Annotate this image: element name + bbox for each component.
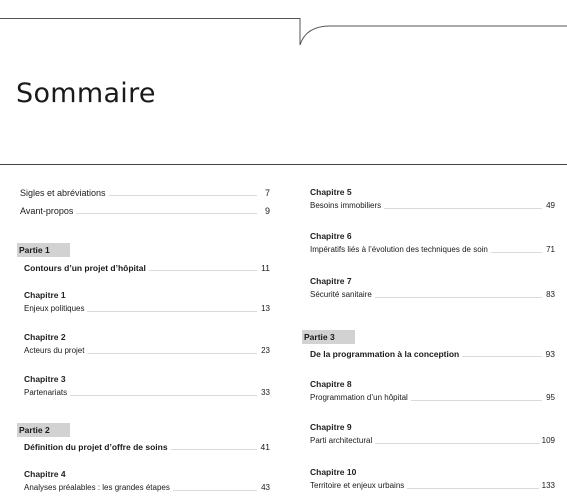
leader-dots [384, 208, 542, 209]
partie-label: Partie 3 [302, 330, 355, 344]
chapter-heading: Chapitre 1 [24, 290, 66, 300]
title-divider [0, 164, 567, 165]
toc-chapter-7[interactable] [310, 276, 555, 300]
leader-dots [462, 356, 542, 357]
toc-entry-label: Impératifs liés à l’évolution des techniques de soin [310, 245, 488, 254]
leader-dots [407, 488, 538, 489]
toc-entry-label: Sigles et abréviations [20, 188, 106, 198]
toc-entry-label: Acteurs du projet [24, 346, 85, 355]
toc-chapter-10[interactable] [310, 467, 555, 491]
toc-entry-partie-1[interactable] [24, 263, 270, 273]
toc-page-number: 83 [546, 290, 555, 299]
toc-page-number: 71 [546, 245, 555, 254]
toc-entry-label: Territoire et enjeux urbains [310, 481, 405, 490]
toc-page-number: 49 [546, 201, 555, 210]
chapter-heading: Chapitre 4 [24, 469, 66, 479]
part-title: Définition du projet d’offre de soins [24, 442, 168, 452]
leader-dots [70, 395, 257, 396]
part-title: De la programmation à la conception [310, 349, 460, 359]
toc-page-number: 33 [261, 388, 270, 397]
leader-dots [109, 195, 257, 196]
chapter-heading: Chapitre 9 [310, 422, 352, 432]
toc-entry-label: Enjeux politiques [24, 304, 85, 313]
toc-entry-partie-3[interactable] [310, 349, 555, 359]
toc-chapter-2[interactable] [24, 332, 270, 356]
toc-page-number: 95 [546, 393, 555, 402]
partie-1-badge [17, 240, 270, 258]
toc-page-number: 41 [260, 442, 270, 452]
toc-entry-avant-propos[interactable] [20, 206, 270, 216]
toc-page-number: 133 [541, 481, 555, 490]
toc-page-number: 23 [261, 346, 270, 355]
leader-dots [411, 400, 542, 401]
toc-chapter-4[interactable] [24, 469, 270, 493]
toc-page-number: 11 [261, 263, 270, 273]
chapter-heading: Chapitre 8 [310, 379, 352, 389]
toc-page-number: 109 [541, 436, 555, 445]
chapter-heading: Chapitre 3 [24, 374, 66, 384]
toc-chapter-9[interactable] [310, 422, 555, 446]
toc-entry-label: Sécurité sanitaire [310, 290, 372, 299]
toc-chapter-8[interactable] [310, 379, 555, 403]
partie-3-badge [302, 327, 555, 345]
leader-dots [87, 311, 257, 312]
toc-chapter-1[interactable] [24, 290, 270, 314]
chapter-heading: Chapitre 10 [310, 467, 357, 477]
toc-entry-partie-2[interactable] [24, 442, 270, 452]
toc-chapter-6[interactable] [310, 231, 555, 255]
leader-dots [375, 443, 538, 444]
leader-dots [171, 449, 257, 450]
leader-dots [76, 213, 257, 214]
toc-page-number: 43 [261, 483, 270, 492]
leader-dots [491, 252, 542, 253]
chapter-heading: Chapitre 2 [24, 332, 66, 342]
toc-entry-label: Partenariats [24, 388, 68, 397]
chapter-heading: Chapitre 7 [310, 276, 352, 286]
partie-2-badge [17, 420, 270, 438]
toc-entry-label: Avant-propos [20, 206, 74, 216]
toc-entry-label: Besoins immobiliers [310, 201, 382, 210]
leader-dots [87, 353, 257, 354]
partie-label: Partie 1 [17, 243, 70, 257]
toc-page-number: 9 [264, 206, 270, 216]
leader-dots [375, 297, 542, 298]
toc-page-number: 13 [261, 304, 270, 313]
page-title: Sommaire [16, 78, 156, 109]
toc-entry-label: Parti architectural [310, 436, 373, 445]
leader-dots [149, 270, 257, 271]
toc-page-number: 93 [545, 349, 555, 359]
toc-entry-label: Programmation d’un hôpital [310, 393, 408, 402]
toc-chapter-5[interactable] [310, 187, 555, 211]
partie-label: Partie 2 [17, 423, 70, 437]
leader-dots [173, 490, 257, 491]
toc-page-number: 7 [264, 188, 270, 198]
chapter-heading: Chapitre 5 [310, 187, 352, 197]
toc-entry-label: Analyses préalables : les grandes étapes [24, 483, 170, 492]
toc-entry-sigles[interactable] [20, 188, 270, 198]
toc-chapter-3[interactable] [24, 374, 270, 398]
part-title: Contours d’un projet d’hôpital [24, 263, 146, 273]
chapter-heading: Chapitre 6 [310, 231, 352, 241]
header-tab-rule [0, 0, 567, 50]
